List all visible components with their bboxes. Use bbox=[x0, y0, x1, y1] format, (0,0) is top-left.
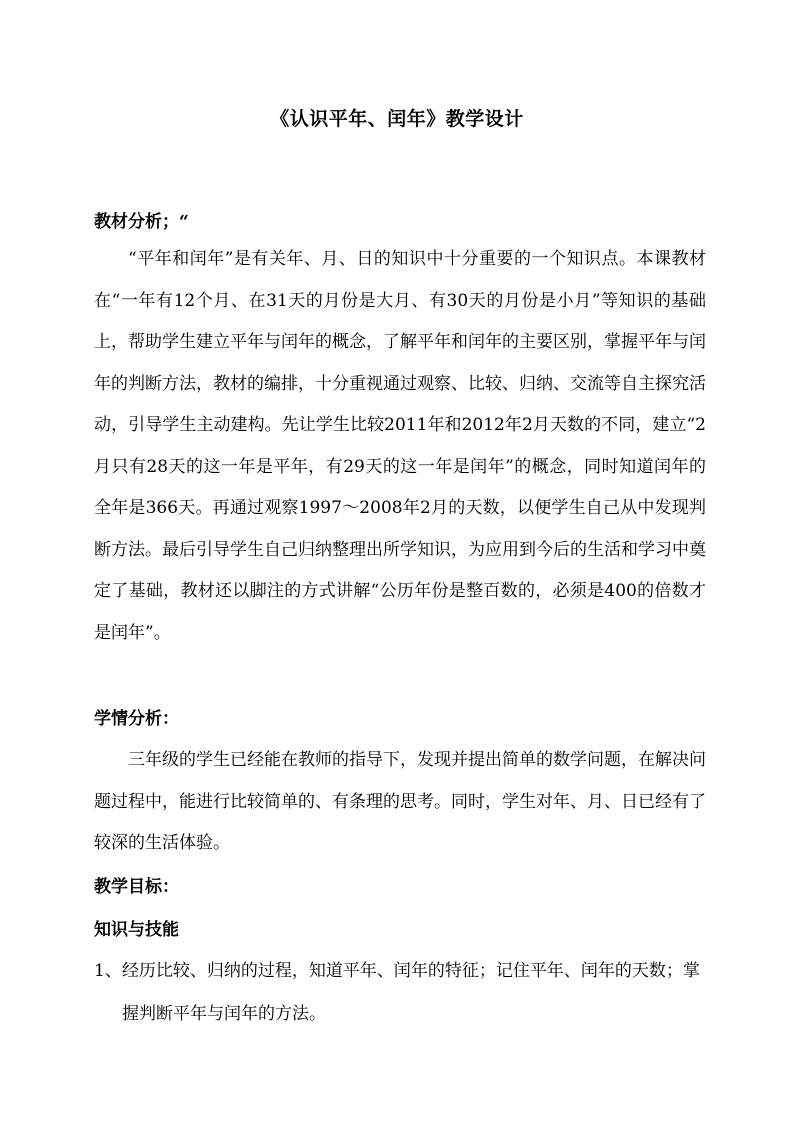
document-title: 《认识平年、闰年》教学设计 bbox=[270, 108, 524, 130]
material-analysis-heading: 教材分析；“ bbox=[94, 212, 189, 232]
material-analysis-paragraph: “平年和闰年”是有关年、月、日的知识中十分重要的一个知识点。本课教材在“一年有12个月、在31天的月份是大月、有30天的月份是小月”等知识的基础上，帮助学生建立平年与闰年的概念，了解平年和闰年的主要区别，掌握平年与闰年的判断方法，教材的编排，十分重视通过观察、比较、归纳、交流等自主探究活动，引导学生主动建构。先让学生比较2011年和2012年2月天数的不同，建立“2月只有28天的这一年是平年，有29天的这一年是闰年”的概念，同时知道闰年的全年是366天。再通过观察1997～2008年2月的天数，以便学生自己从中发现判断方法。最后引导学生自己归纳整理出所学知识，为应用到今后的生活和学习中奠定了基础，教材还以脚注的方式讲解“公历年份是整百数的，必须是400的倍数才是闰年”。 bbox=[94, 249, 706, 643]
teaching-goals-heading: 教学目标： bbox=[94, 877, 179, 897]
student-analysis-heading: 学情分析： bbox=[94, 709, 179, 729]
student-analysis-paragraph: 三年级的学生已经能在教师的指导下，发现并提出简单的数学问题，在解决问题过程中，能进行比较简单的、有条理的思考。同时，学生对年、月、日已经有了较深的生活体验。 bbox=[94, 750, 706, 853]
teaching-goal-item: 1、经历比较、归纳的过程，知道平年、闰年的特征；记住平年、闰年的天数；掌握判断平年与闰年的方法。 bbox=[94, 961, 700, 1024]
knowledge-skills-subheading: 知识与技能 bbox=[94, 920, 179, 940]
